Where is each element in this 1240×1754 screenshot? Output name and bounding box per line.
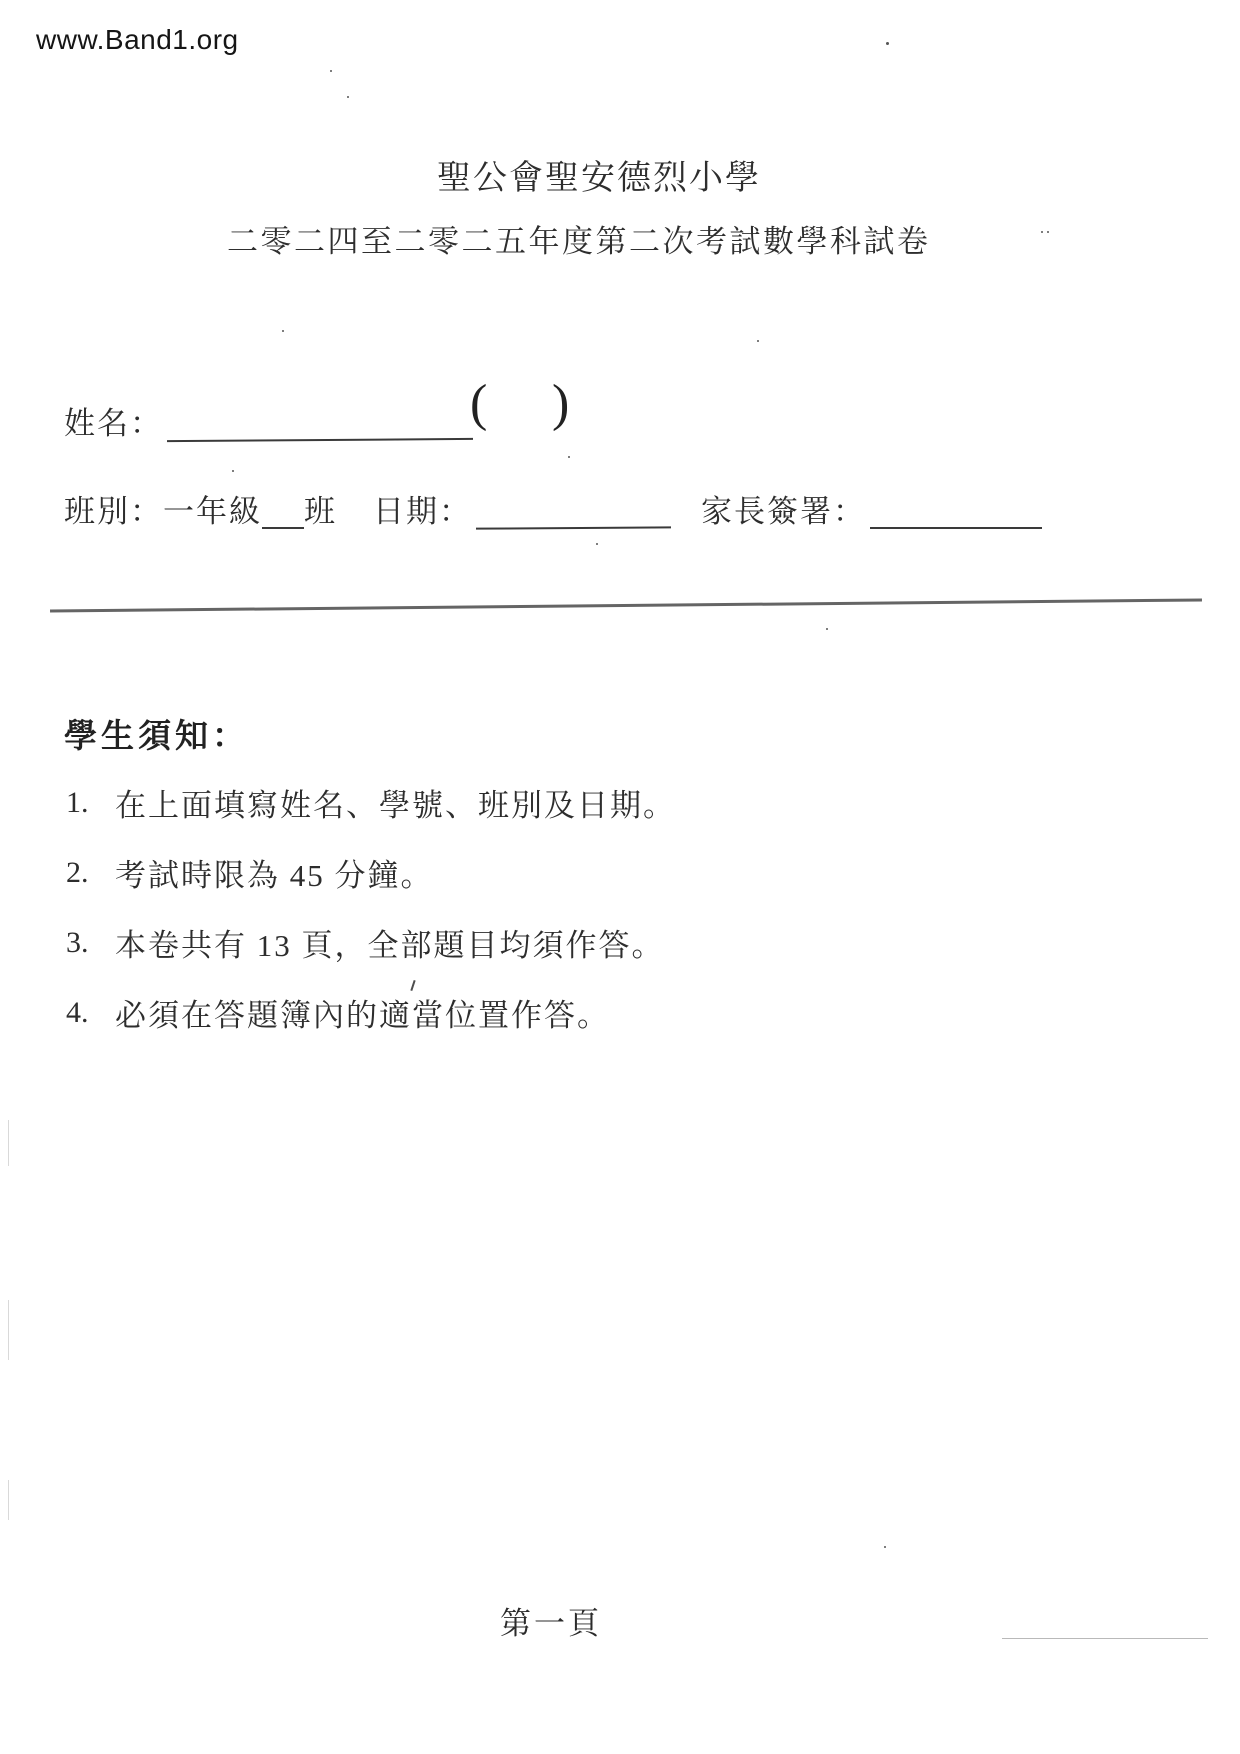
watermark-url: www.Band1.org: [36, 24, 239, 55]
scan-speck: [884, 1546, 886, 1548]
student-number-paren-close: ): [552, 375, 572, 432]
scan-edge-artifact: [8, 1120, 9, 1166]
item-text: 必須在答題簿內的適當位置作答。: [115, 998, 610, 1033]
name-field-row: [64, 375, 684, 444]
scan-speck: [1041, 231, 1043, 233]
item-number: 2.: [66, 856, 89, 889]
name-blank-line: [167, 434, 473, 442]
section-divider-line: [50, 598, 1202, 612]
exam-paper-title: 二零二四至二零二五年度第二次考試數學科試卷: [227, 224, 931, 259]
instruction-item-4: [66, 996, 610, 1036]
parent-signature-label: 家長簽署：: [701, 494, 866, 530]
name-label: 姓名：: [64, 406, 163, 442]
scan-edge-artifact: [8, 1300, 9, 1360]
scan-speck: [282, 330, 284, 332]
footer-faint-line: [1002, 1638, 1208, 1639]
scan-speck: [1047, 231, 1049, 233]
scan-speck: [232, 470, 234, 472]
scan-speck: [347, 96, 349, 98]
item-number: 4.: [66, 996, 89, 1029]
signature-blank-line: [870, 523, 1042, 529]
date-label: 日期：: [373, 494, 472, 530]
scan-speck: [568, 456, 570, 458]
item-text: 在上面填寫姓名、學號、班別及日期。: [115, 788, 676, 823]
scan-speck: [596, 543, 598, 545]
scan-stray-mark: [410, 980, 415, 991]
page-number: 第一頁: [500, 1606, 602, 1641]
scan-edge-artifact: [8, 1480, 9, 1520]
scan-speck: [826, 628, 828, 630]
grade-text: 一年級: [163, 494, 262, 530]
class-date-signature-row: [64, 480, 1124, 532]
class-label: 班別：: [64, 494, 163, 530]
class-suffix: 班: [304, 494, 337, 530]
instructions-heading: 學生須知：: [64, 719, 249, 755]
date-blank-line: [476, 522, 671, 529]
item-number: 1.: [66, 786, 89, 819]
class-blank-line: [262, 523, 304, 529]
item-number: 3.: [66, 926, 89, 959]
instruction-item-2: [66, 856, 434, 896]
item-text: 考試時限為 45 分鐘。: [115, 858, 434, 893]
instruction-item-3: [66, 926, 665, 966]
scan-speck: [757, 340, 759, 342]
item-text: 本卷共有 13 頁，全部題目均須作答。: [115, 928, 665, 963]
scan-speck: [330, 70, 332, 72]
student-number-paren-open: (: [470, 375, 490, 432]
scan-speck: [886, 42, 889, 45]
school-name-title: 聖公會聖安德烈小學: [437, 160, 761, 197]
instruction-item-1: [66, 786, 676, 826]
